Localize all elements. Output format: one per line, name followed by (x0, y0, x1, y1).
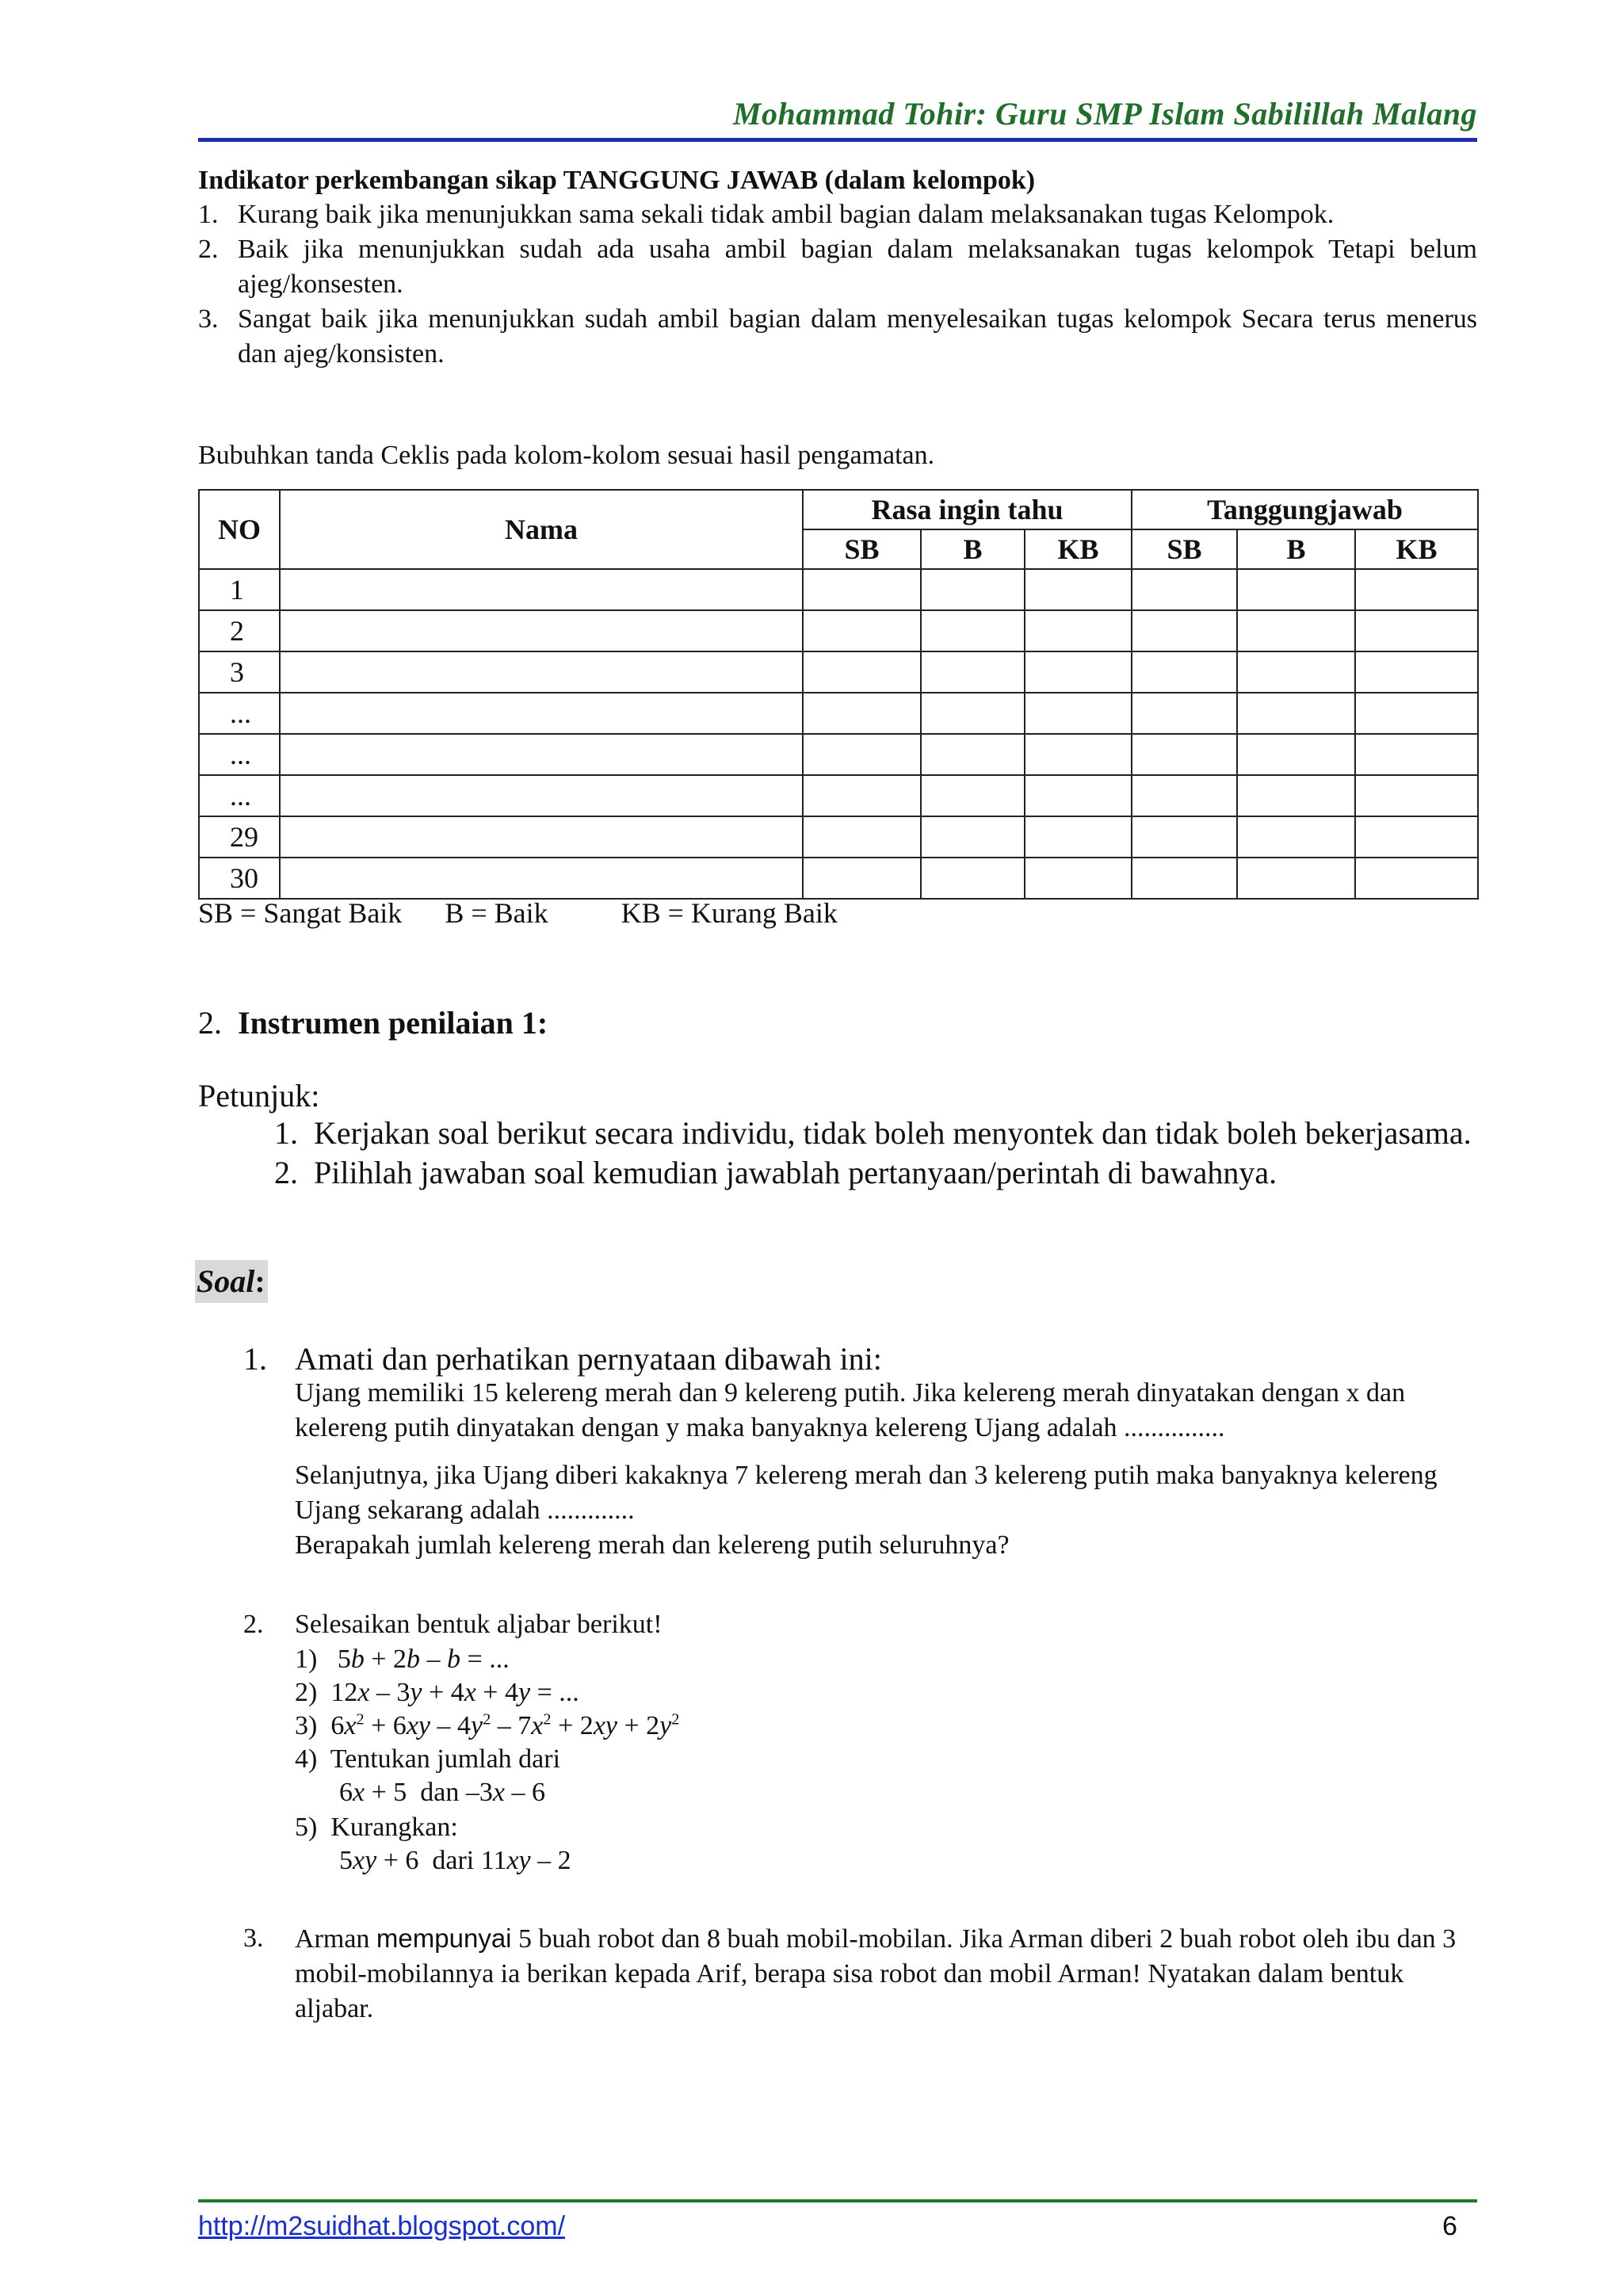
check-cell[interactable] (1355, 693, 1478, 734)
check-cell[interactable] (1025, 775, 1132, 816)
table-row (199, 693, 1478, 734)
row-number: 2 (199, 610, 280, 651)
check-cell[interactable] (1132, 775, 1237, 816)
name-cell[interactable] (280, 610, 803, 651)
check-cell[interactable] (803, 858, 921, 899)
check-cell[interactable] (921, 816, 1025, 858)
check-cell[interactable] (1237, 734, 1355, 775)
check-cell[interactable] (1025, 693, 1132, 734)
check-cell[interactable] (1025, 651, 1132, 693)
check-cell[interactable] (1237, 775, 1355, 816)
col-no-header: NO (199, 490, 280, 569)
table-row (199, 610, 1478, 651)
q1-paragraph-3: Berapakah jumlah kelereng merah dan kelereng putih seluruhnya? (295, 1530, 1010, 1560)
q2-number: 2. (243, 1610, 264, 1639)
observation-table (198, 489, 1479, 900)
row-number: ... (199, 734, 280, 775)
q1-title: Amati dan perhatikan pernyataan dibawah ini: (295, 1341, 882, 1377)
petunjuk-label: Petunjuk: (198, 1078, 320, 1114)
check-cell[interactable] (1237, 651, 1355, 693)
check-cell[interactable] (1237, 693, 1355, 734)
q2-item-4-expression: 6x + 5 dan –3x – 6 (339, 1778, 545, 1807)
table-row (199, 775, 1478, 816)
check-cell[interactable] (1132, 858, 1237, 899)
q2-item-4: 4) Tentukan jumlah dari (295, 1744, 561, 1774)
header-divider (198, 138, 1477, 142)
q2-title: Selesaikan bentuk aljabar berikut! (295, 1610, 663, 1639)
table-body (199, 569, 1478, 899)
petunjuk-list (274, 1114, 1474, 1193)
sub-b: B (921, 529, 1025, 569)
legend-sb: SB = Sangat Baik (198, 897, 403, 929)
header-title: Mohammad Tohir: Guru SMP Islam Sabilillah Malang (732, 96, 1477, 132)
table-row (199, 858, 1478, 899)
check-cell[interactable] (921, 775, 1025, 816)
row-number: 1 (199, 569, 280, 610)
group-rasa-ingin-tahu: Rasa ingin tahu (803, 490, 1132, 529)
check-cell[interactable] (1132, 734, 1237, 775)
q2-item-1: 1) 5b + 2b – b = ... (295, 1645, 510, 1674)
check-cell[interactable] (1237, 610, 1355, 651)
check-cell[interactable] (921, 569, 1025, 610)
q3-text: Arman mempunyai 5 buah robot dan 8 buah mobil-mobilan. Jika Arman diberi 2 buah robot oleh ibu dan 3 mobil-mobilannya ia berikan kepada Arif, berapa sisa robot dan mobil Arman! Nyatakan dalam bentuk aljabar. (295, 1924, 1457, 2023)
sub-sb: SB (1132, 529, 1237, 569)
row-number: 3 (199, 651, 280, 693)
check-cell[interactable] (1355, 775, 1478, 816)
table-instruction: Bubuhkan tanda Ceklis pada kolom-kolom sesuai hasil pengamatan. (198, 441, 935, 470)
row-number: ... (199, 693, 280, 734)
group-tanggungjawab: Tanggungjawab (1132, 490, 1478, 529)
check-cell[interactable] (803, 610, 921, 651)
check-cell[interactable] (1132, 693, 1237, 734)
check-cell[interactable] (803, 775, 921, 816)
petunjuk-item: 2. Pilihlah jawaban soal kemudian jawablah pertanyaan/perintah di bawahnya. (274, 1155, 1277, 1190)
check-cell[interactable] (1355, 651, 1478, 693)
check-cell[interactable] (1025, 734, 1132, 775)
section2-heading: 2. Instrumen penilaian 1: (198, 1005, 548, 1041)
check-cell[interactable] (803, 569, 921, 610)
check-cell[interactable] (803, 693, 921, 734)
check-cell[interactable] (803, 816, 921, 858)
row-number: ... (199, 775, 280, 816)
check-cell[interactable] (1132, 610, 1237, 651)
indikator-item: 3. Sangat baik jika menunjukkan sudah ambil bagian dalam menyelesaikan tugas kelompok Secara terus menerus dan ajeg/konsisten. (198, 304, 1477, 369)
check-cell[interactable] (1237, 858, 1355, 899)
check-cell[interactable] (1355, 569, 1478, 610)
check-cell[interactable] (1025, 858, 1132, 899)
table-row (199, 569, 1478, 610)
indikator-list (198, 197, 1477, 372)
check-cell[interactable] (1025, 569, 1132, 610)
indikator-heading: Indikator perkembangan sikap TANGGUNG JAWAB (dalam kelompok) (198, 166, 1036, 195)
check-cell[interactable] (1025, 610, 1132, 651)
sub-sb: SB (803, 529, 921, 569)
legend-b: B = Baik (445, 897, 548, 929)
q2-item-3: 3) $6x^2 + 6xy - 4y^2 - 7x^2 + 2xy + 2y^2$ (295, 1710, 680, 1740)
row-number: 29 (199, 816, 280, 858)
table-legend (198, 896, 838, 930)
sub-kb: KB (1025, 529, 1132, 569)
check-cell[interactable] (1355, 734, 1478, 775)
check-cell[interactable] (921, 693, 1025, 734)
sub-b: B (1237, 529, 1355, 569)
q2-item-5-expression: 5xy + 6 dari 11xy – 2 (339, 1846, 571, 1875)
q1-paragraph-2: Selanjutnya, jika Ujang diberi kakaknya 7 kelereng merah dan 3 kelereng putih maka banyaknya kelereng Ujang sekarang adalah ............. (295, 1461, 1438, 1525)
q3-number: 3. (243, 1924, 264, 1953)
check-cell[interactable] (921, 734, 1025, 775)
check-cell[interactable] (1132, 816, 1237, 858)
name-cell[interactable] (280, 569, 803, 610)
check-cell[interactable] (803, 734, 921, 775)
indikator-item: 1. Kurang baik jika menunjukkan sama sekali tidak ambil bagian dalam melaksanakan tugas Kelompok. (198, 200, 1335, 229)
name-cell[interactable] (280, 858, 803, 899)
check-cell[interactable] (1355, 816, 1478, 858)
page-number: 6 (1442, 2211, 1457, 2241)
name-cell[interactable] (280, 734, 803, 775)
check-cell[interactable] (803, 651, 921, 693)
footer-link[interactable]: http://m2suidhat.blogspot.com/ (198, 2211, 566, 2241)
check-cell[interactable] (921, 858, 1025, 899)
q1-number: 1. (243, 1341, 267, 1377)
table-row (199, 816, 1478, 858)
sub-kb: KB (1355, 529, 1478, 569)
table-row (199, 734, 1478, 775)
petunjuk-item: 1. Kerjakan soal berikut secara individu, tidak boleh menyontek dan tidak boleh bekerjasama. (274, 1115, 1472, 1151)
footer-divider (198, 2199, 1477, 2202)
soal-label: Soal: (197, 1263, 265, 1299)
check-cell[interactable] (1132, 569, 1237, 610)
row-number: 30 (199, 858, 280, 899)
q1-paragraph-1: Ujang memiliki 15 kelereng merah dan 9 kelereng putih. Jika kelereng merah dinyatakan dengan x dan kelereng putih dinyatakan dengan y maka banyaknya kelereng Ujang adalah ............... (295, 1378, 1406, 1442)
check-cell[interactable] (921, 610, 1025, 651)
check-cell[interactable] (1355, 610, 1478, 651)
legend-kb: KB = Kurang Baik (621, 897, 838, 929)
q2-item-5: 5) Kurangkan: (295, 1813, 458, 1842)
check-cell[interactable] (1237, 569, 1355, 610)
name-cell[interactable] (280, 816, 803, 858)
check-cell[interactable] (1237, 816, 1355, 858)
q2-item-2: 2) 12x – 3y + 4x + 4y = ... (295, 1678, 579, 1707)
indikator-item: 2. Baik jika menunjukkan sudah ada usaha ambil bagian dalam melaksanakan tugas kelompok Tetapi belum ajeg/konsesten. (198, 235, 1477, 299)
check-cell[interactable] (1132, 651, 1237, 693)
name-cell[interactable] (280, 693, 803, 734)
check-cell[interactable] (921, 651, 1025, 693)
name-cell[interactable] (280, 651, 803, 693)
check-cell[interactable] (1355, 858, 1478, 899)
table-row (199, 651, 1478, 693)
name-cell[interactable] (280, 775, 803, 816)
check-cell[interactable] (1025, 816, 1132, 858)
col-nama-header: Nama (280, 490, 803, 569)
